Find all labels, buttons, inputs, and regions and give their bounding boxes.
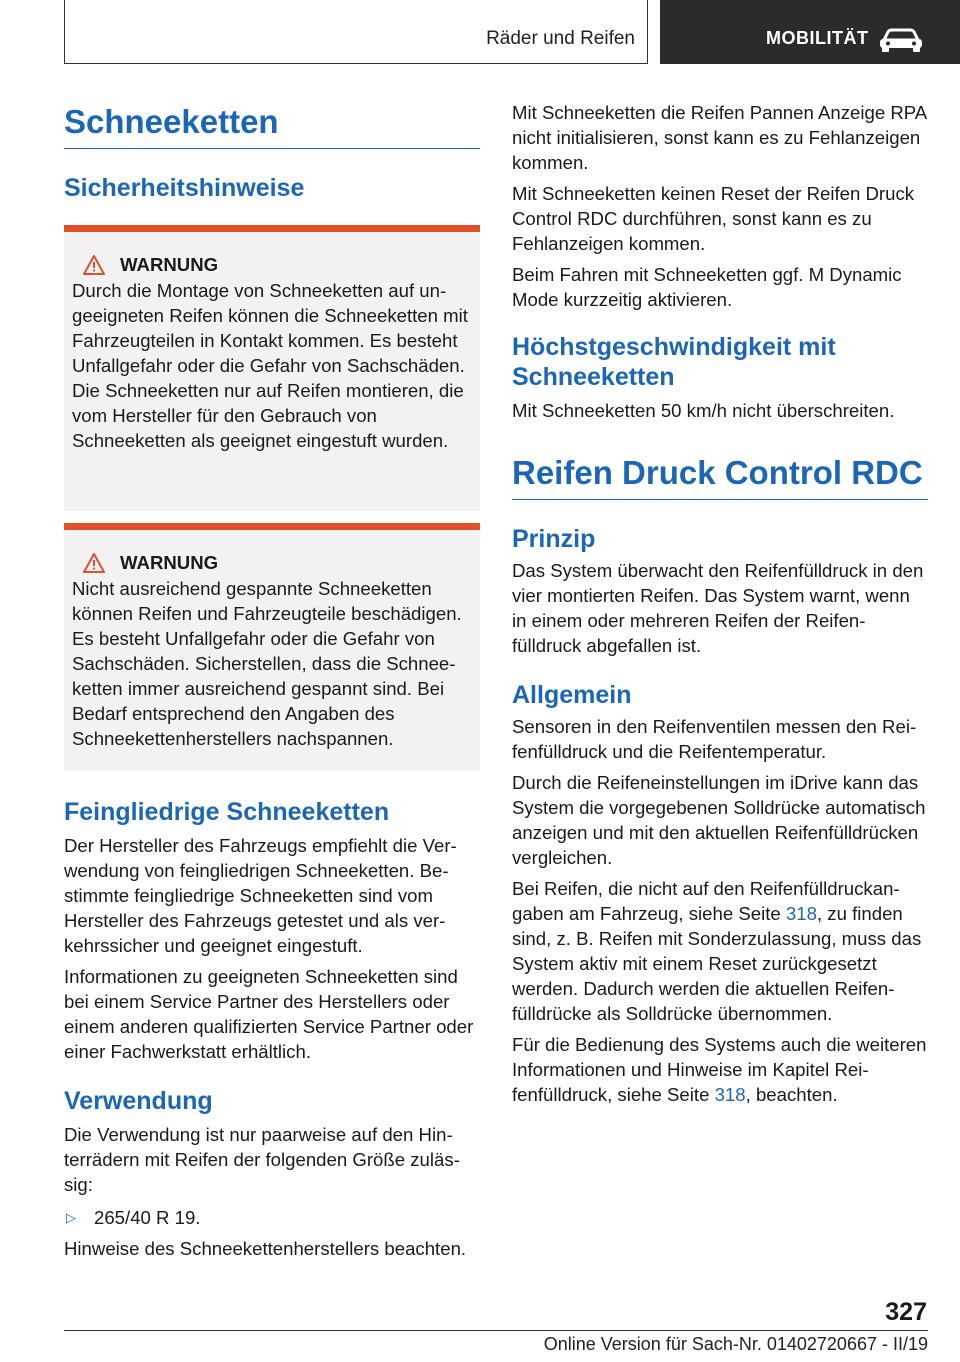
title-rule — [64, 148, 480, 149]
warning-box-2 — [64, 523, 480, 771]
warning-label-2: WARNUNG — [120, 552, 219, 573]
header-chapter-title: MOBILITÄT — [766, 28, 869, 48]
paragraph-rdc-reset: Mit Schneeketten keinen Reset der Reifen Druck Control RDC durchführen, sonst kann es zu Fehlanzeigen kommen. — [512, 183, 915, 254]
section-title-rdc: Reifen Druck Control RDC — [512, 454, 923, 491]
paragraph-general-4-start: Für die Bedienung des Systems auch die weiteren Informationen und Hinweise im Kapitel Reifenfülldruck, siehe Seite — [512, 1034, 927, 1105]
paragraph-dynamic-mode: Beim Fahren mit Schneeketten ggf. M Dynamic Mode kurzzeitig aktivieren. — [512, 264, 902, 310]
section-title-schneeketten: Schneeketten — [64, 103, 279, 140]
page-reference-link[interactable]: 318 — [714, 1084, 746, 1105]
warning-triangle-icon — [82, 552, 106, 574]
paragraph-rpa: Mit Schneeketten die Reifen Pannen Anzeige RPA nicht initialisieren, sonst kann es zu Fehlanzeigen kommen. — [512, 102, 927, 173]
footer-online-version: Online Version für Sach-Nr. 01402720667 - II/19 — [543, 1334, 928, 1354]
warning-header-2 — [72, 552, 472, 574]
warning-label-1: WARNUNG — [120, 254, 219, 275]
paragraph-speed: Mit Schneeketten 50 km/h nicht überschreiten. — [512, 400, 895, 421]
warning-text-2: Nicht ausreichend gespannte Schneeketten können Reifen und Fahrzeugteile beschädigen. Es besteht Unfallgefahr oder die Gefahr von Sachschäden. Sicherstellen, dass die Schneeketten immer ausreichend gespannt sind. Bei Bedarf entsprechend den Angaben des Schneekettenherstellers nachspannen. — [72, 578, 462, 749]
heading-sicherheitshinweise: Sicherheitshinweise — [64, 174, 305, 202]
warning-text-1: Durch die Montage von Schneeketten auf ungeeigneten Reifen können die Schneeketten mit Fahrzeugteilen in Kontakt kommen. Es besteht Unfallgefahr oder die Gefahr von Sachschäden. Die Schneeketten nur auf Reifen montieren, die vom Hersteller für den Gebrauch von Schneeketten als geeignet eingestuft wurden. — [72, 280, 468, 451]
paragraph-general-3-end: , zu finden sind, z. B. Reifen mit Sonderzulassung, muss das System aktiv mit einem Reset zurückgesetzt werden. Dadurch werden die aktuellen Reifenfülldrücke als Solldrücke übernommen. — [512, 903, 922, 1024]
paragraph-fine-1: Der Hersteller des Fahrzeugs empfiehlt die Verwendung von feingliedrigen Schneeketten. Bestimmte feingliedrige Schneeketten sind vom Hersteller des Fahrzeugs getestet und als verkehrssicher und geeignet eingestuft. — [64, 835, 457, 956]
page-number: 327 — [885, 1298, 927, 1326]
header-section-title: Räder und Reifen — [486, 28, 635, 49]
warning-triangle-icon — [82, 254, 106, 276]
heading-feingliedrige-schneeketten: Feingliedrige Schneeketten — [64, 798, 390, 826]
list-item — [64, 1205, 480, 1230]
heading-verwendung: Verwendung — [64, 1087, 213, 1115]
paragraph-general-4-end: , beachten. — [745, 1084, 838, 1105]
page-reference-link[interactable]: 318 — [785, 903, 817, 924]
heading-hoechstgeschwindigkeit: Höchstgeschwindigkeit mit Schneeketten — [512, 333, 836, 391]
paragraph-general-3-start: Bei Reifen, die nicht auf den Reifenfülldruckangaben am Fahrzeug, siehe Seite — [512, 878, 900, 924]
paragraph-general-3 — [512, 876, 928, 1026]
right-column — [512, 100, 928, 1107]
title-rule — [512, 499, 928, 500]
paragraph-general-1: Sensoren in den Reifenventilen messen den Reifenfülldruck und die Reifentemperatur. — [512, 716, 917, 762]
paragraph-use-2: Hinweise des Schneekettenherstellers beachten. — [64, 1238, 467, 1259]
left-column — [64, 100, 480, 1261]
car-icon — [878, 28, 924, 52]
paragraph-fine-2: Informationen zu geeigneten Schneeketten sind bei einem Service Partner des Herstellers oder einem anderen qualifizierten Service Partner oder einer Fachwerkstatt erhältlich. — [64, 966, 474, 1062]
paragraph-general-4 — [512, 1032, 928, 1107]
heading-allgemein: Allgemein — [512, 681, 632, 709]
warning-header-1 — [72, 254, 472, 276]
paragraph-use-1: Die Verwendung ist nur paarweise auf den Hinterrädern mit Reifen der folgenden Größe zulässig: — [64, 1124, 460, 1195]
footer-rule — [64, 1330, 928, 1331]
heading-prinzip: Prinzip — [512, 525, 596, 553]
triangle-bullet-icon: ▷ — [66, 1210, 76, 1225]
paragraph-principle: Das System überwacht den Reifenfülldruck in den vier montierten Reifen. Das System warnt, wenn in einem oder mehreren Reifen der Reifenfülldruck abgefallen ist. — [512, 560, 924, 656]
paragraph-general-2: Durch die Reifeneinstellungen im iDrive kann das System die vorgegebenen Solldrücke automatisch anzeigen und mit den aktuellen Reifenfülldrücken vergleichen. — [512, 772, 926, 868]
warning-box-1 — [64, 225, 480, 511]
list-item-text: 265/40 R 19. — [94, 1207, 201, 1228]
